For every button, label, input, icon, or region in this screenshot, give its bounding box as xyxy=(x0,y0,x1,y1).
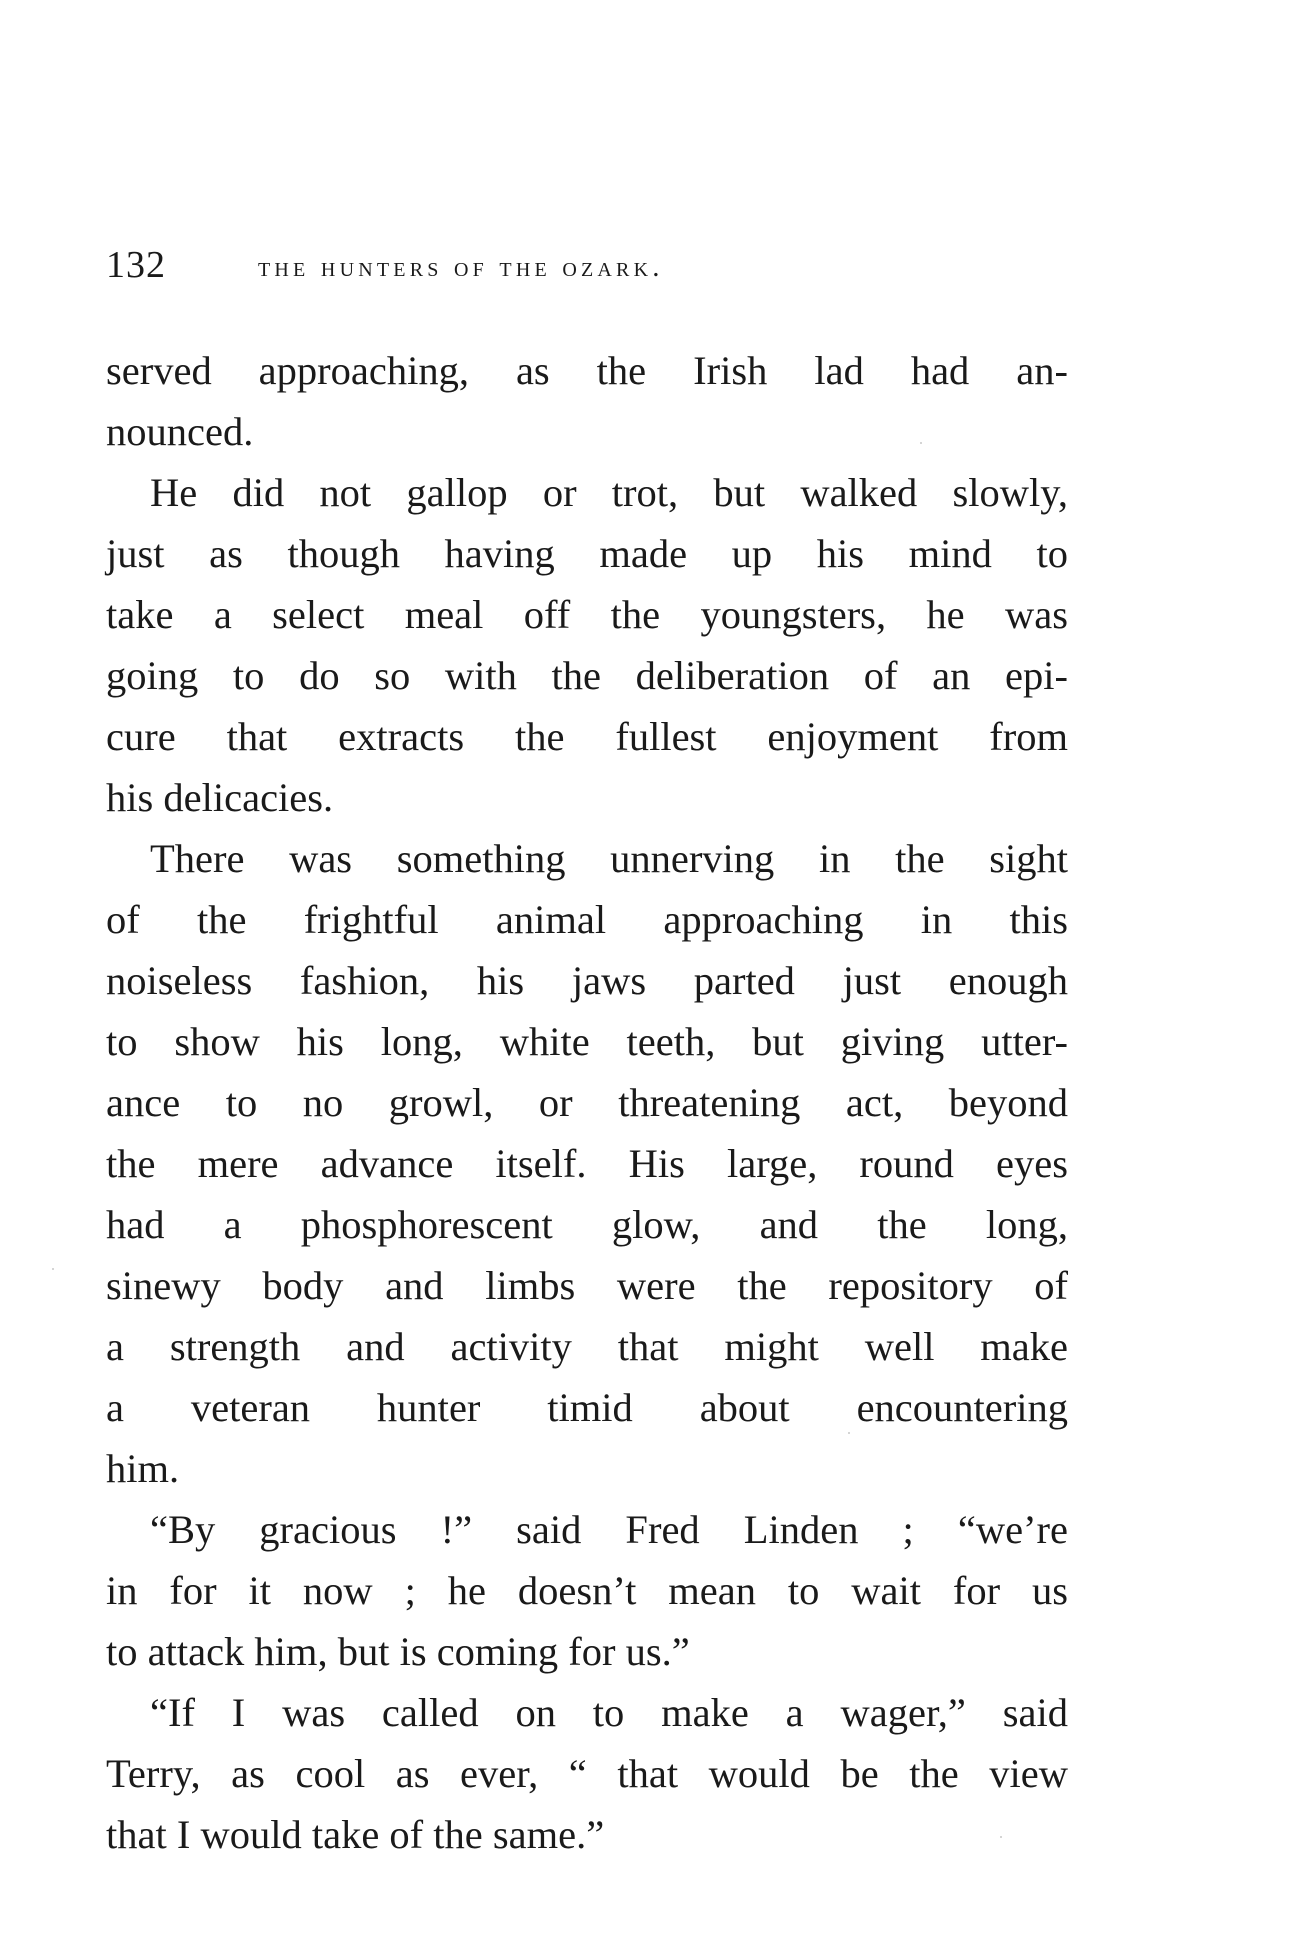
text-line: in for it now ; he doesn’t mean to wait for us xyxy=(106,1568,1068,1613)
running-head xyxy=(106,240,1066,290)
text-line: his delicacies. xyxy=(106,775,334,820)
text-line: ance to no growl, or threatening act, beyond xyxy=(106,1080,1068,1125)
text-line: He did not gallop or trot, but walked slowly, xyxy=(150,470,1068,515)
text-line: There was something unnerving in the sight xyxy=(150,836,1068,881)
paper-speck xyxy=(52,1268,54,1270)
text-line: to attack him, but is coming for us.” xyxy=(106,1629,690,1674)
text-line: Terry, as cool as ever, “ that would be the view xyxy=(106,1751,1068,1796)
text-line: him. xyxy=(106,1446,180,1491)
text-line: the mere advance itself. His large, round eyes xyxy=(106,1141,1068,1186)
paper-speck xyxy=(848,1432,850,1434)
running-title: the hunters of the ozark. xyxy=(258,251,664,283)
text-line: noiseless fashion, his jaws parted just enough xyxy=(106,958,1068,1003)
text-line: of the frightful animal approaching in this xyxy=(106,897,1068,942)
text-line: cure that extracts the fullest enjoyment from xyxy=(106,714,1068,759)
text-line: a strength and activity that might well make xyxy=(106,1324,1068,1369)
text-line: going to do so with the deliberation of an epi- xyxy=(106,653,1068,698)
text-line: to show his long, white teeth, but giving utter- xyxy=(106,1019,1068,1064)
paper-speck xyxy=(920,442,922,444)
text-line: sinewy body and limbs were the repository of xyxy=(106,1263,1068,1308)
text-line: had a phosphorescent glow, and the long, xyxy=(106,1202,1068,1247)
text-line: just as though having made up his mind to xyxy=(106,531,1068,576)
text-line: served approaching, as the Irish lad had an- xyxy=(106,348,1068,393)
body-text xyxy=(106,340,1068,1865)
text-line: nounced. xyxy=(106,409,254,454)
paper-speck xyxy=(1000,1836,1002,1838)
text-line: “By gracious !” said Fred Linden ; “we’re xyxy=(150,1507,1068,1552)
page-number: 132 xyxy=(106,244,166,286)
text-line: “If I was called on to make a wager,” said xyxy=(150,1690,1068,1735)
text-line: a veteran hunter timid about encountering xyxy=(106,1385,1068,1430)
text-line: take a select meal off the youngsters, he was xyxy=(106,592,1068,637)
text-line: that I would take of the same.” xyxy=(106,1812,605,1857)
